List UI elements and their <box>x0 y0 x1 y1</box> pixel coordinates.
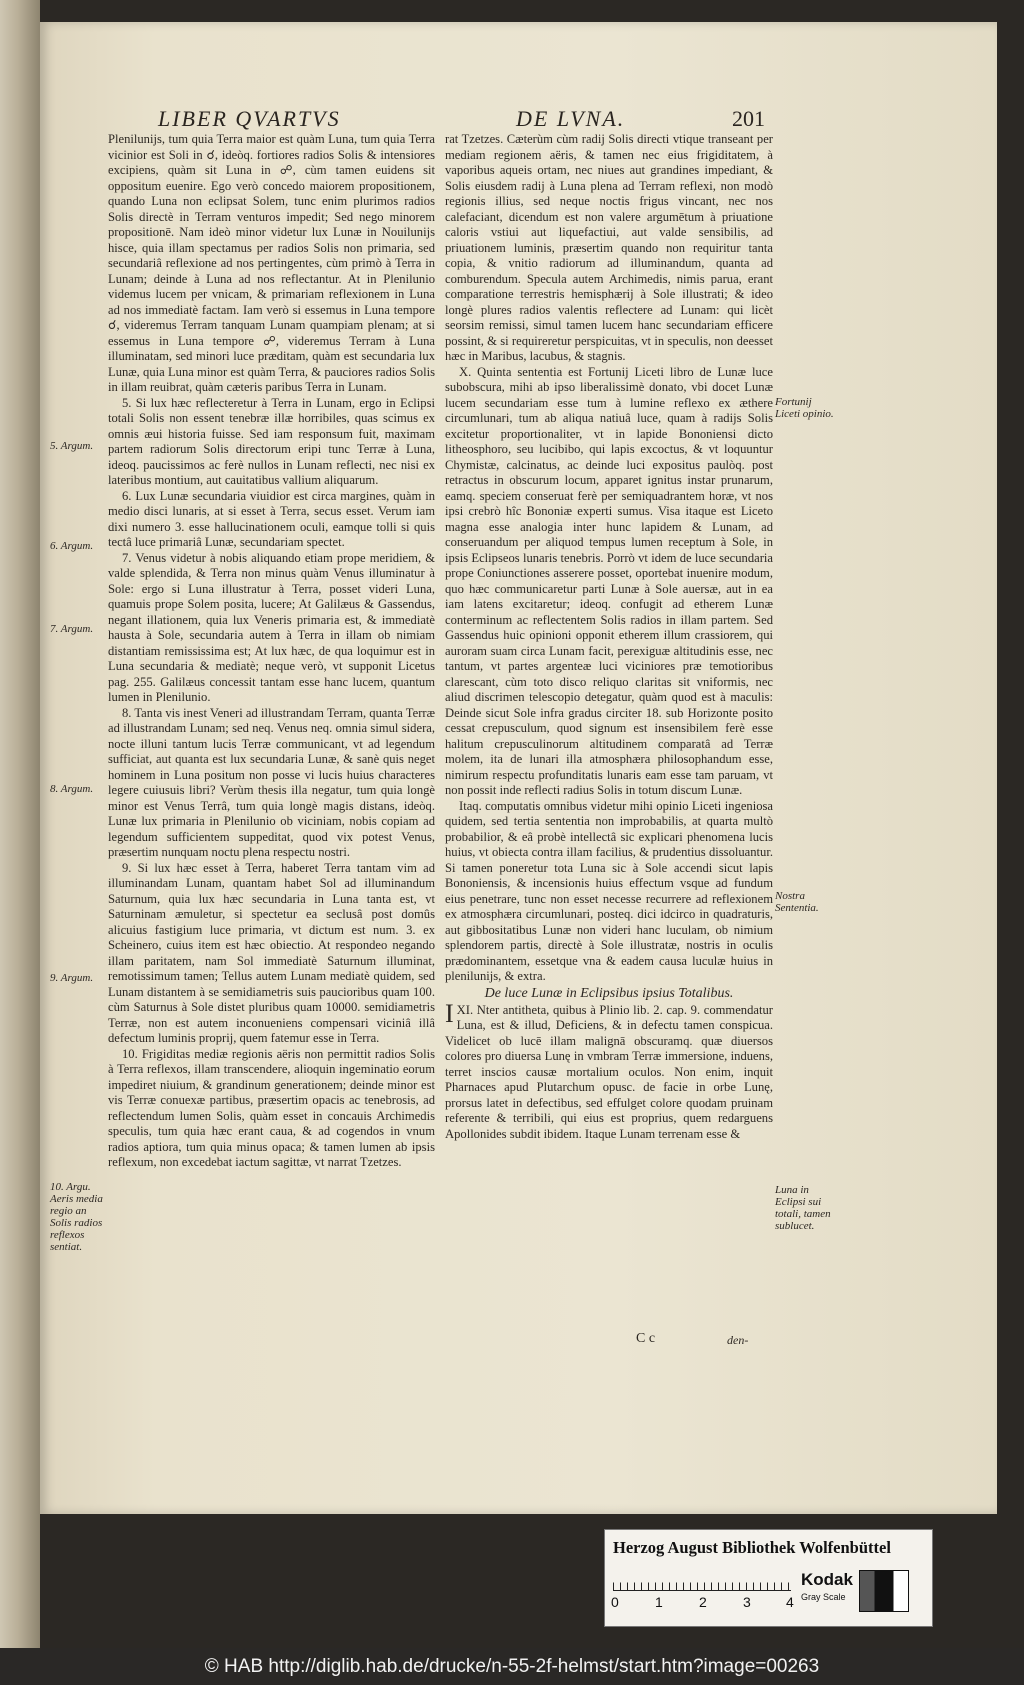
drop-cap: I <box>445 998 454 1028</box>
ruler-tick-label: 4 <box>786 1594 794 1610</box>
margin-note-arg7: 7. Argum. <box>50 623 94 635</box>
gray-scale-label: Gray Scale <box>801 1592 846 1602</box>
running-head-left: LIBER QVARTVS <box>158 106 341 131</box>
ruler-tick-label: 2 <box>699 1594 707 1610</box>
paragraph: Plenilunijs, tum quia Terra maior est quàm Luna, tum quia Terra vicinior est Soli in ☌, ideòq. fortiores radios Solis & intensiores excipiens, quàm sit Luna in ☍, cùm tamen euidens sit oppositum euenire. Ego verò concedo maiorem propositionem, quando Luna non eclipsat Solem, tunc enim plurimos radios Solis directè in Terram venturos impedit; Sed nego minorem propositionē. Nam ideò minor videtur lux Lunæ in Nouilunijs hisce, quia illam spectamus per radios Solis non primaria, sed secundariâ reflexione ad nos pertingentes, cùm primò à Terra in Lunam; deinde à Luna ad nos reflectantur. At in Plenilunio videmus lucem per vnicam, & primariam reflexionem in Luna ad nos immediatè factam. Iam verò si essemus in Luna tempore ☌, videremus Terram tanquam Lunam quampiam plenam; at si essemus in Luna tempore ☍, videremus Terram à Luna illuminatam, sed minori luce præditam, quàm est secundaria lux Lunæ, quia Luna minor est quàm Terra, & pauciores radios Solis in illam reuibrat, quàm cæteris paribus Terra in Lunam. <box>108 132 435 394</box>
copyright-footer: © HAB http://diglib.hab.de/drucke/n-55-2f-helmst/start.htm?image=00263 <box>0 1648 1024 1685</box>
page-number: 201 <box>732 106 765 131</box>
margin-note-arg5: 5. Argum. <box>50 440 94 452</box>
paragraph-arg6: 6. Lux Lunæ secundaria viuidior est circa margines, quàm in medio disci lunaris, at si esset à Terra, secus esset. Verum iam dixi numero 3. esse hallucinationem oculi, eamque tolli si quis tectâ luce primariâ Lunæ, secundariam spectet. <box>108 488 435 549</box>
ruler-scale <box>613 1570 791 1591</box>
margin-note-arg10: 10. Argu. Aeris media regio an Solis radios reflexos sentiat. <box>50 1181 103 1253</box>
paragraph: Itaq. computatis omnibus videtur mihi opinio Liceti ingeniosa quidem, sed tertia sententia non improbabilis, at quarta multò probabilior, & eâ probè intellectâ sic explicari phenomena lucis huius, vt obiecta contra illam facilius, & prudentius dissoluantur. Si tamen poneretur tota Luna sic à Sole accendi sicut lapis Bononiensis, & incensionis huius effectum vsque ad fundum eius penetrare, tunc non esset necesse recurrere ad reflexionem ex atmosphæra circumlunari, posteq. dici idcirco in quadraturis, aut gibbositatibus Lunæ non videri hanc luculam, ob nimium splendorem partis, directè à Sole illustratæ, nostris in oculis prædominantem, essetque vna & eadem causa luculæ huius in plenilunijs, & extra. <box>445 798 773 983</box>
margin-note-arg9: 9. Argum. <box>50 972 94 984</box>
paragraph: rat Tzetzes. Cæterùm cùm radij Solis directi vtique transeant per mediam regionem aëris, & tamen nec eius frigiditatem, à vaporibus aqueis ortam, nec niues aut grandines impediant, & Solis eiusdem radij à Luna plena ad Terram reflexi, non modò regionis illius, sed neque noctis frigus vincant, nec nos calefaciant, dicendum est non valere argumētum à priuatione caloris vstiui aut liquefactiui, aut valde sensibilis, ad priuationem luminis, præsertim quando non requiritur tanta copia, & vnitio radiorum ad illuminandum, quanta ad comburendum. Specula autem Archimedis, nimis parua, erant comparatione terrestris hemisphærij à Sole illustrati; & ideo longè plures radios valentis reflectere ad Lunam: qui licèt seorsim remissi, simul tamen lucem hanc secundariam efficere possint, & si requireretur perspicuitas, vt in speculis, non deesset hæc in Maribus, lacubus, & stagnis. <box>445 132 773 363</box>
ruler-tick-label: 3 <box>743 1594 751 1610</box>
margin-note-liceti: Fortunij Liceti opinio. <box>775 396 834 420</box>
margin-note-eclipsi: Luna in Eclipsi sui totali, tamen sublucet. <box>775 1184 831 1232</box>
running-head-right: DE LVNA. <box>516 106 626 131</box>
right-column <box>445 132 773 1142</box>
catchword: den- <box>727 1333 749 1347</box>
library-name: Herzog August Bibliothek Wolfenbüttel <box>613 1538 891 1557</box>
margin-note-arg8: 8. Argum. <box>50 783 94 795</box>
paragraph-arg10: 10. Frigiditas mediæ regionis aëris non permittit radios Solis à Terra reflexos, illam transcendere, alioquin ingeminatio eorum impediret niuium, & grandinum generationem; deinde minor est vis Terræ conuexæ partibus, præsertim opacis ac tenebrosis, ad reflectendum lumen Solis, quàm esset in concauis Archimedis speculis, tum quia hæc erant caua, & ad cogendos in vnum radios aptiora, tum quia minus opaca; & tamen lumen ab ipsis reflexum, non excedebat iactum sagittæ, vt narrat Tzetzes. <box>108 1046 435 1169</box>
section-number: XI. <box>456 1002 474 1017</box>
ruler-tick-label: 0 <box>611 1594 619 1610</box>
paragraph-xi <box>445 998 773 1143</box>
paragraph-x: X. Quinta sententia est Fortunij Liceti libro de Lunæ luce subobscura, mihi ab ipso liberalissimè donato, vbi docet Lunæ lucem secundariam esse tum à lumine reflexo ex æthere circumlunari, tum ab aliqua natiuâ luce, quam à radijs Solis excitetur proportionaliter, vt in lapide Bononiensi dicto litheosphoro, seu lucibibo, qui lapis excoctus, & vt loquuntur Chymistæ, calcinatus, ac deinde luci expositus paulòq. post retractus in obscurum locum, apparet ignitus instar prunarum, eamq. speciem conseruat ferè per semiquadrantem horæ, vt nos ipsi crebrò hîc Bononiæ experti sumus. Visa itaque est Liceto magna esse analogia inter hunc lapidem & Lunam, ad conseruandum per aliquod tempus lumen receptum à Sole, in ipsis Eclipseos lunaris tenebris. Porrò vt idem de luce secundaria prope Coniunctiones asserere posset, oportebat inuenire modum, quo hæc communicaretur parti Lunæ à Sole auersæ, aut in ea iam latens excitaretur; ideoq. confugit ad etherem Lunæ conterminum ac reflectentem Solis radios in illam partem. Sed Gassendus huic opinioni opponit etherem illum crassiorem, qui auroram suam circa Lunam facit, perexiguæ altitudinis esse, nec tantum, vt partes argenteæ luci viciniores præ temotioribus clarescant, cùm toto disco reliquo claritas sit vniformis, nec aliud discrimen telescopio detegatur, quàm quod est à maculis: Deinde sicut Sole infra gradus circiter 18. sub Horizonte posito cessat crepusculum, quod signum est insensibilem ferè esse halitum crepusculinorum altitudinem comparatâ ad Terræ molem, ita de lunari illa atmosphæra philosophandum esse, nimirum respectu profunditatis lunaris eam esse tam paruam, vt non possit inde reflecti radius Solis in totum discum Lunæ. <box>445 364 773 797</box>
ruler-tick-label: 1 <box>655 1594 663 1610</box>
library-scale-label <box>604 1529 933 1627</box>
paragraph-arg7: 7. Venus videtur à nobis aliquando etiam prope meridiem, & valde splendida, & Terra non minus quàm Venus illuminatur à Sole: ergo si Luna illustratur à Terra, posset videri Luna, quamuis prope Solem posita, lucere; At Galilæus & Gassendus, negant illationem, quia lux Veneris primaria est, & immediatè hausta à Sole, secundaria autem à Terra in illam ob nimiam distantiam remississima est; At lux hæc, de qua loquimur est in Luna secundaria & mediatè; neque verò, vt supponit Licetus pag. 255. Galilæus concessit tantam esse hanc lucem, quantum lumen in Plenilunio. <box>108 550 435 704</box>
paragraph-text: Nter antitheta, quibus à Plinio lib. 2. cap. 9. commendatur Luna, est & illud, Deficiens, & in defectu tamen conspicua. Videlicet ob lucē illam malignā obscuramq. quæ diuersos colores pro diuersa Lunę in vmbram Terræ immersione, induens, terret inscios causæ mortalium oculos. Non enim, inquit Pharnaces apud Plutarchum opusc. de facie in orbe Lunę, prorsus latet in defectibus, sed effulget colore quodam pruinam referente & terribili, qui eius est proprius, quem redarguens Apollonides subdit ibidem. Itaque Lunam terrenam esse & <box>445 1002 773 1141</box>
book-spine <box>0 0 40 1648</box>
left-column <box>108 132 435 1171</box>
paragraph-arg8: 8. Tanta vis inest Veneri ad illustrandam Terram, quanta Terræ ad illustrandam Lunam; sed neq. Venus neq. omnia simul sidera, nocte illuni tantum lucis Terræ communicant, vt ad legendum sufficiat, aut quanta est lux secundaria Lunæ, & sanè quis neget hominem in Luna positum non posse vi lucis huius characteres legere cuiusuis libri? Verùm thesis illa negatur, tum quia longè minor est Venus Terrâ, tum quia longè magis distans, ideòq. Lunæ lux primaria in Plenilunio ob viciniam, nobis copiam ad legendum sufficientem suppeditat, quod vix potest Venus, præsertim nunquam noctu plena respectu nostri. <box>108 705 435 859</box>
paragraph-arg9: 9. Si lux hæc esset à Terra, haberet Terra tantam vim ad illuminandam Lunam, quantam habet Sol ad illuminandum Saturnum, quia lux hæc secundaria in Luna tanta est, vt Saturninam æmuletur, si spectetur ea seclusâ post domûs alicuius fastigium luce primaria, vt dictum est num. 3. ex Scheinero, cuius item est hæc obiectio. At respondeo negando illam paritatem, nam Sol immediatè Saturnum illuminat, remotissimum tamen; Tellus autem Lunam mediatè quidem, sed Lunam distantem à se semidiametris suis paucioribus quam 100. cùm Saturnus à Sole distet pluribus quam 10000. semidiametris Terræ, non est autem inconueniens compensari viciniâ illâ defectum luminis proprij, quem fatemur esse in Terra. <box>108 860 435 1045</box>
margin-note-arg6: 6. Argum. <box>50 540 94 552</box>
kodak-logo: Kodak <box>801 1570 853 1589</box>
signature-mark: C c <box>636 1331 656 1346</box>
margin-note-nostra: Nostra Sententia. <box>775 890 819 914</box>
section-heading: De luce Lunæ in Eclipsibus ipsius Totalibus. <box>484 985 734 1001</box>
paragraph-arg5: 5. Si lux hæc reflecteretur à Terra in Lunam, ergo in Eclipsi totali Solis non essent tenebræ illæ horribiles, quas scimus ex omnis æui historia fuisse. Sed iam responsum fuit, maximam partem radiorum Solis directorum eripi tunc Terræ à Luna, ideoq. paucissimos ac ferè nullos in Lunam reflecti, nec nisi ex lateribus montium, aut cauitatibus vallium aliquarum. <box>108 395 435 487</box>
gray-scale-patch <box>859 1570 909 1612</box>
